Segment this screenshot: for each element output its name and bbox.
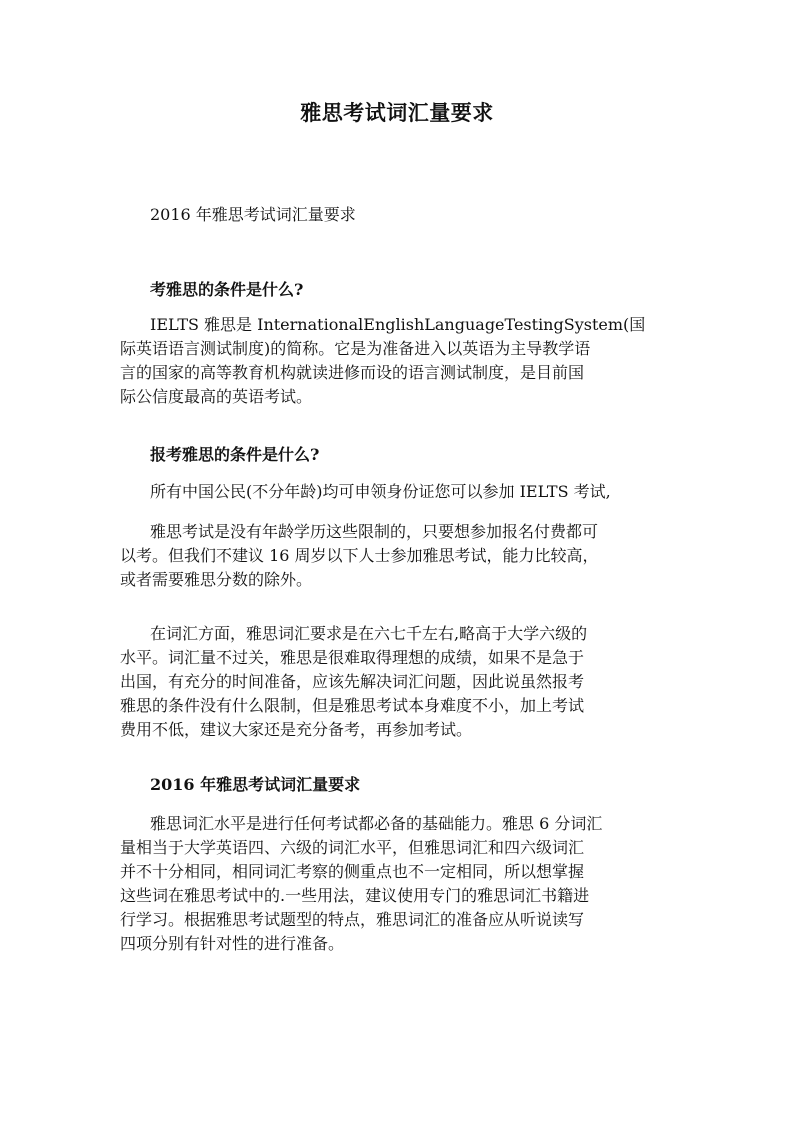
paragraph-vocabulary-level	[120, 812, 680, 956]
paragraph-line: 雅思词汇水平是进行任何考试都必备的基础能力。雅思 6 分词汇	[150, 814, 603, 833]
paragraph-line: 水平。词汇量不过关，雅思是很难取得理想的成绩，如果不是急于	[120, 648, 585, 667]
section-heading-vocabulary-requirement: 2016 年雅思考试词汇量要求	[150, 775, 361, 794]
paragraph-line: 或者需要雅思分数的除外。	[120, 570, 313, 589]
paragraph-vocabulary	[120, 622, 680, 742]
document-title: 雅思考试词汇量要求	[300, 100, 494, 125]
paragraph-age-limit	[120, 520, 680, 592]
paragraph-line: 以考。但我们不建议 16 周岁以下人士参加雅思考试，能力比较高，	[120, 546, 599, 565]
paragraph-line: 际英语语言测试制度)的简称。它是为准备进入以英语为主导教学语	[120, 339, 591, 358]
paragraph-line: 费用不低，建议大家还是充分备考，再参加考试。	[120, 720, 473, 739]
paragraph-line: 行学习。根据雅思考试题型的特点，雅思词汇的准备应从听说读写	[120, 910, 585, 929]
paragraph-line: 量相当于大学英语四、六级的词汇水平，但雅思词汇和四六级词汇	[120, 838, 585, 857]
paragraph-ielts-definition	[120, 313, 680, 409]
paragraph-line: 所有中国公民(不分年龄)均可申领身份证您可以参加 IELTS 考试,	[150, 482, 611, 501]
paragraph-line: IELTS 雅思是 InternationalEnglishLanguageTestingSystem(国	[150, 315, 646, 334]
paragraph-line: 出国，有充分的时间准备，应该先解决词汇问题，因此说虽然报考	[120, 672, 585, 691]
document-subtitle: 2016 年雅思考试词汇量要求	[150, 205, 356, 224]
section-heading-registration: 报考雅思的条件是什么?	[150, 445, 320, 464]
paragraph-line: 四项分别有针对性的进行准备。	[120, 934, 345, 953]
paragraph-line: 雅思的条件没有什么限制，但是雅思考试本身难度不小，加上考试	[120, 696, 585, 715]
paragraph-line: 并不十分相同，相同词汇考察的侧重点也不一定相同，所以想掌握	[120, 862, 585, 881]
paragraph-line: 雅思考试是没有年龄学历这些限制的，只要想参加报名付费都可	[150, 522, 599, 541]
paragraph-line: 在词汇方面，雅思词汇要求是在六七千左右,略高于大学六级的	[150, 624, 588, 643]
section-heading-conditions: 考雅思的条件是什么?	[150, 280, 304, 299]
paragraph-line: 言的国家的高等教育机构就读进修而设的语言测试制度，是目前国	[120, 363, 585, 382]
paragraph-line: 际公信度最高的英语考试。	[120, 387, 313, 406]
paragraph-line: 这些词在雅思考试中的.一些用法，建议使用专门的雅思词汇书籍进	[120, 886, 590, 905]
paragraph-eligibility	[120, 480, 680, 504]
